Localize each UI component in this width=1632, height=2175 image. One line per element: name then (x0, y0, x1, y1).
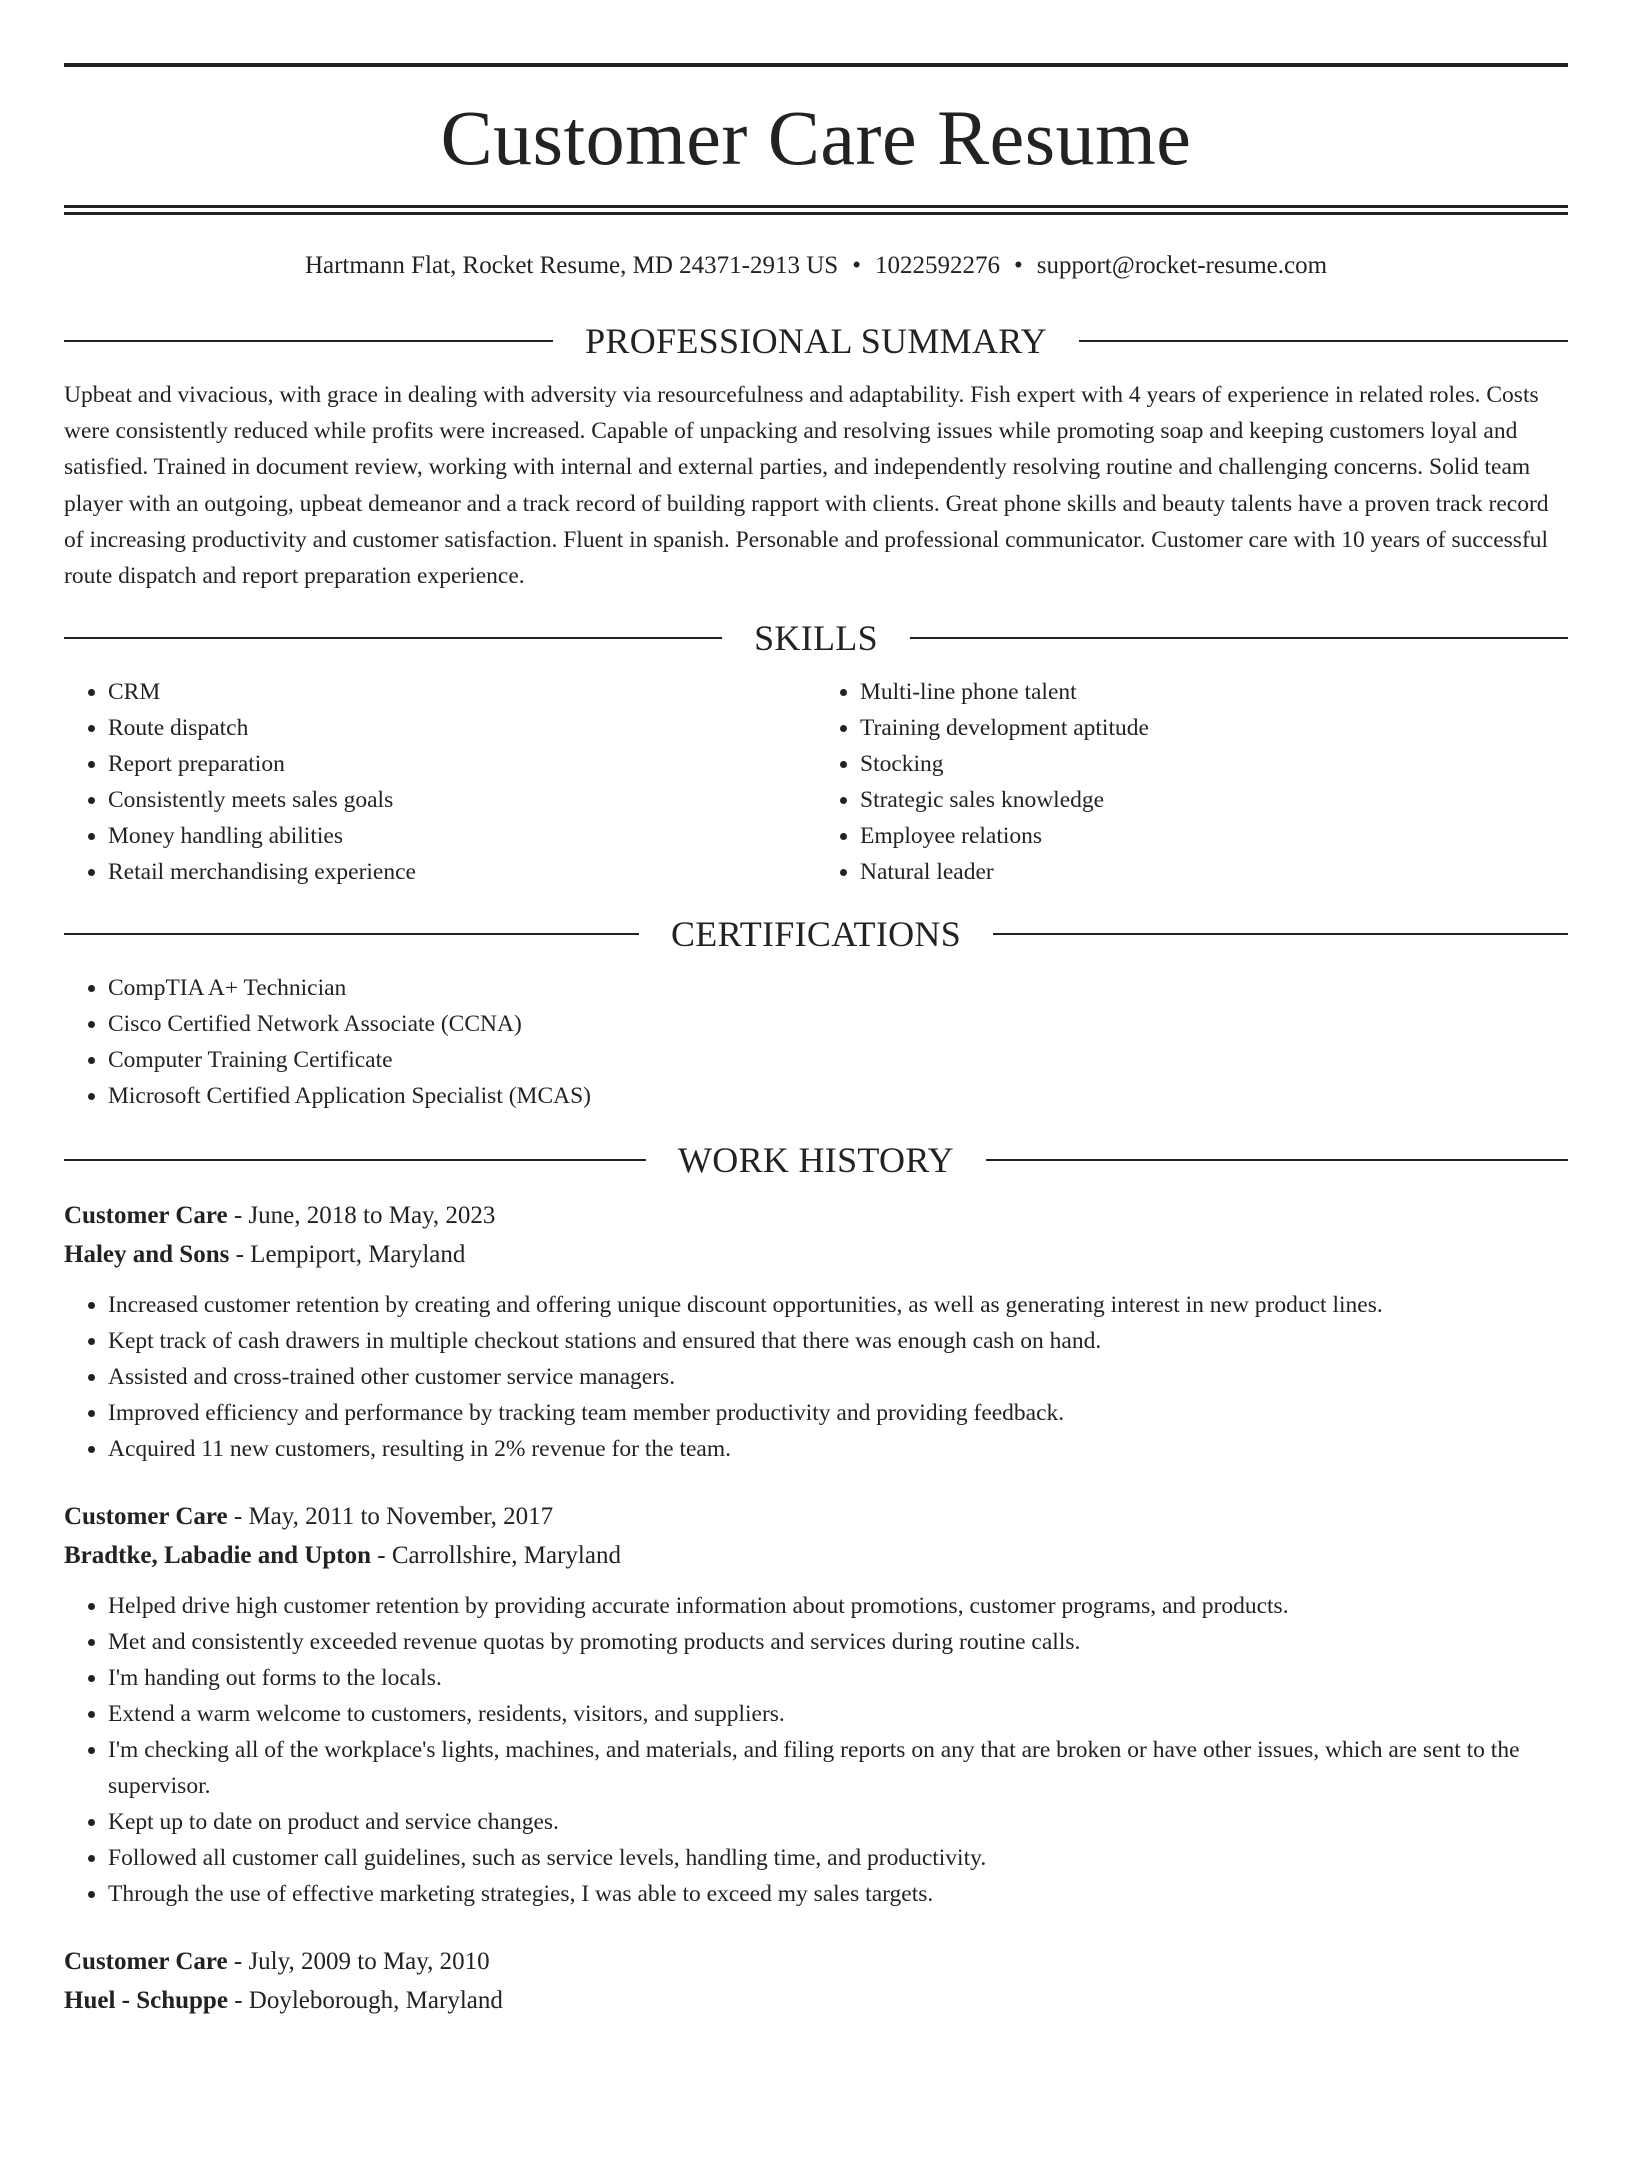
job-company-line (64, 1981, 1568, 2020)
skill-item: • Stocking (860, 746, 1568, 782)
job-title-line (64, 1497, 1568, 1536)
certification-item: • Computer Training Certificate (108, 1042, 1568, 1078)
certification-item: • Cisco Certified Network Associate (CCNA) (108, 1006, 1568, 1042)
contact-phone: 1022592276 (874, 252, 1000, 279)
section-title: SKILLS (754, 618, 878, 659)
skill-item: • Consistently meets sales goals (108, 782, 816, 818)
skills-column-right (816, 674, 1568, 890)
heading-rule (64, 637, 722, 639)
skill-item: • Report preparation (108, 746, 816, 782)
job-bullet: • Followed all customer call guidelines, such as service levels, handling time, and productivity. (108, 1840, 1568, 1876)
contact-separator: • (1013, 252, 1023, 279)
certification-item: • CompTIA A+ Technician (108, 970, 1568, 1006)
job-company: Bradtke, Labadie and Upton (64, 1542, 372, 1570)
job-bullet: • Improved efficiency and performance by tracking team member productivity and providing feedback. (108, 1395, 1568, 1431)
certification-item: • Microsoft Certified Application Specialist (MCAS) (108, 1078, 1568, 1114)
resume-page (0, 63, 1632, 2175)
job-bullet: • Assisted and cross-trained other customer service managers. (108, 1359, 1568, 1395)
skill-item: • Money handling abilities (108, 818, 816, 854)
job-bullet: • I'm handing out forms to the locals. (108, 1660, 1568, 1696)
skills-list-left (64, 674, 816, 890)
job-bullet: • Kept up to date on product and service changes. (108, 1804, 1568, 1840)
section-heading-skills (64, 616, 1568, 660)
job-company: Haley and Sons (64, 1241, 230, 1269)
job-role: Customer Care (64, 1202, 228, 1230)
skills-grid (64, 674, 1568, 890)
job-role: Customer Care (64, 1948, 228, 1976)
heading-rule (993, 933, 1568, 935)
job-bullet: • Met and consistently exceeded revenue quotas by promoting products and services during routine calls. (108, 1624, 1568, 1660)
section-title: WORK HISTORY (678, 1140, 954, 1181)
skill-item: • Natural leader (860, 854, 1568, 890)
skill-item: • Route dispatch (108, 710, 816, 746)
job-role: Customer Care (64, 1503, 228, 1531)
job-entry (64, 1942, 1568, 2020)
skill-item: • Employee relations (860, 818, 1568, 854)
job-entry (64, 1497, 1568, 1912)
job-title-line (64, 1196, 1568, 1235)
job-title-line (64, 1942, 1568, 1981)
skill-item: • Strategic sales knowledge (860, 782, 1568, 818)
skill-item: • Training development aptitude (860, 710, 1568, 746)
heading-rule (64, 340, 553, 342)
job-dates: - June, 2018 to May, 2023 (227, 1202, 496, 1230)
contact-line (64, 249, 1568, 283)
skill-item: • Multi-line phone talent (860, 674, 1568, 710)
job-bullet: • I'm checking all of the workplace's lights, machines, and materials, and filing reports on any that are broken or have other issues, which are sent to the supervisor. (108, 1732, 1568, 1804)
section-heading-work-history (64, 1138, 1568, 1182)
contact-address: Hartmann Flat, Rocket Resume, MD 24371-2913 US (304, 252, 839, 279)
job-bullet: • Extend a warm welcome to customers, residents, visitors, and suppliers. (108, 1696, 1568, 1732)
work-history-list (64, 1196, 1568, 2020)
contact-separator: • (852, 252, 861, 279)
section-heading-certifications (64, 912, 1568, 956)
certifications-list (64, 970, 1568, 1114)
job-bullets (64, 1588, 1568, 1912)
heading-rule (64, 1159, 646, 1161)
heading-rule (910, 637, 1568, 639)
section-title: PROFESSIONAL SUMMARY (585, 321, 1047, 361)
job-company-line (64, 1235, 1568, 1274)
page-title: Customer Care Resume (440, 94, 1192, 181)
section-heading-summary (64, 319, 1568, 363)
job-location: - Carrollshire, Maryland (371, 1542, 621, 1570)
job-company-line (64, 1536, 1568, 1575)
job-bullet: • Through the use of effective marketing strategies, I was able to exceed my sales targets. (108, 1876, 1568, 1912)
contact-email[interactable]: support@rocket-resume.com (1036, 252, 1328, 279)
heading-rule (64, 933, 639, 935)
job-company: Huel - Schuppe (64, 1987, 228, 2015)
job-dates: - July, 2009 to May, 2010 (227, 1948, 490, 1976)
job-bullet: • Acquired 11 new customers, resulting in 2% revenue for the team. (108, 1431, 1568, 1467)
skill-item: • CRM (108, 674, 816, 710)
section-title: CERTIFICATIONS (670, 914, 962, 955)
job-dates: - May, 2011 to November, 2017 (227, 1503, 554, 1531)
heading-rule (1079, 340, 1568, 342)
job-bullet: • Increased customer retention by creating and offering unique discount opportunities, as well as generating interest in new product lines. (108, 1287, 1568, 1323)
job-location: - Doyleborough, Maryland (227, 1987, 503, 2015)
top-rule (64, 63, 1568, 67)
title-double-rule (64, 205, 1568, 215)
job-location: - Lempiport, Maryland (229, 1241, 466, 1269)
summary-text: Upbeat and vivacious, with grace in dealing with adversity via resourcefulness and adaptability. Fish expert with 4 years of experience in related roles. Costs were consistently reduced while profits were increased. Capable of unpacking and resolving issues while promoting soap and keeping customers loyal and satisfied. Trained in document review, working with internal and external parties, and independently resolving routine and challenging concerns. Solid team player with an outgoing, upbeat demeanor and a track record of building rapport with clients. Great phone skills and beauty talents have a proven track record of increasing productivity and customer satisfaction. Fluent in spanish. Personable and professional communicator. Customer care with 10 years of successful route dispatch and report preparation experience. (64, 382, 1549, 590)
heading-rule (986, 1159, 1568, 1161)
job-entry (64, 1196, 1568, 1467)
job-bullet: • Kept track of cash drawers in multiple checkout stations and ensured that there was enough cash on hand. (108, 1323, 1568, 1359)
skills-list-right (816, 674, 1568, 890)
skills-column-left (64, 674, 816, 890)
job-bullet: • Helped drive high customer retention by providing accurate information about promotions, customer programs, and products. (108, 1588, 1568, 1624)
skill-item: • Retail merchandising experience (108, 854, 816, 890)
job-bullets (64, 1287, 1568, 1467)
